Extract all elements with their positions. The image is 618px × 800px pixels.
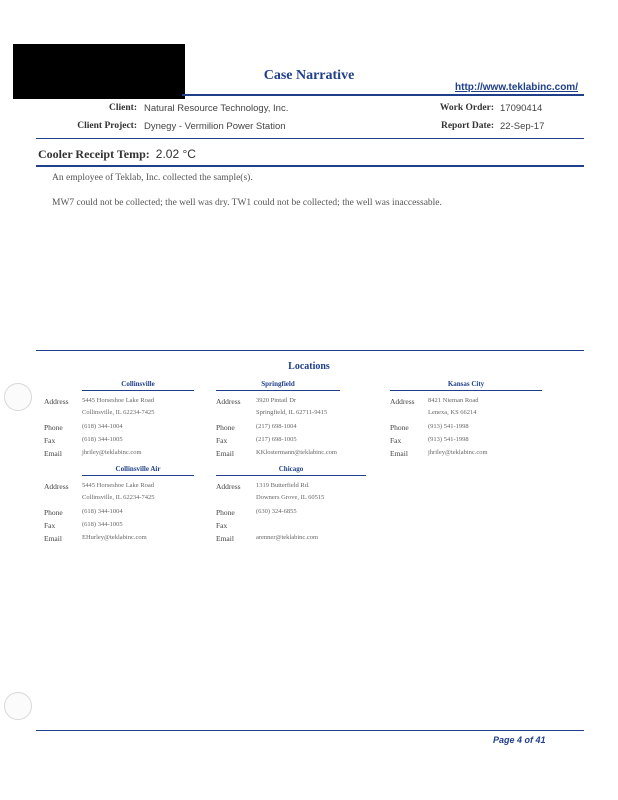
location-collinsville-heading: Collinsville: [82, 380, 194, 391]
location-chicago-heading: Chicago: [216, 465, 366, 476]
phone-label: Phone: [44, 423, 63, 432]
report-date-value: 22-Sep-17: [500, 121, 545, 132]
cooler-rule: [36, 165, 584, 167]
page-number: Page 4 of 41: [493, 735, 546, 745]
phone-label: Phone: [44, 508, 63, 517]
springfield-fax: (217) 698-1005: [256, 436, 297, 443]
collinsville-air-address-line-1: 5445 Horseshoe Lake Road: [82, 482, 155, 489]
chicago-address-line-1: 1319 Butterfield Rd.: [256, 482, 310, 489]
report-date-label: Report Date:: [440, 121, 494, 131]
collinsville-phone: (618) 344-1004: [82, 423, 123, 430]
punch-hole: [4, 692, 32, 720]
collinsville-email[interactable]: jhriley@teklabinc.com: [82, 449, 142, 456]
collinsville-air-email[interactable]: EHurley@teklabinc.com: [82, 534, 147, 541]
locations-rule: [36, 350, 584, 351]
collinsville-fax: (618) 344-1005: [82, 436, 123, 443]
springfield-phone: (217) 698-1004: [256, 423, 297, 430]
fax-label: Fax: [390, 436, 402, 445]
header-rule: [182, 94, 584, 96]
locations-title: Locations: [288, 361, 330, 372]
page-title: Case Narrative: [263, 68, 355, 83]
kansas-city-address-line-1: 8421 Nieman Road: [428, 397, 479, 404]
kansas-city-fax: (913) 541-1998: [428, 436, 469, 443]
address-label: Address: [216, 482, 241, 491]
punch-hole: [4, 383, 32, 411]
springfield-address-line-1: 3920 Pintail Dr: [256, 397, 297, 404]
address-label: Address: [390, 397, 415, 406]
collinsville-air-fax: (618) 344-1005: [82, 521, 123, 528]
client-project-label: Client Project:: [77, 121, 137, 131]
kansas-city-email[interactable]: jhriley@teklabinc.com: [428, 449, 488, 456]
work-order-value: 17090414: [500, 103, 543, 114]
email-label: Email: [390, 449, 408, 458]
collinsville-address-line-2: Collinsville, IL 62234-7425: [82, 409, 155, 416]
email-label: Email: [216, 534, 234, 543]
phone-label: Phone: [216, 508, 235, 517]
footer-rule: [36, 730, 584, 731]
website-link[interactable]: http://www.teklabinc.com/: [455, 82, 578, 93]
work-order-label: Work Order:: [439, 103, 494, 113]
client-project-value: Dynegy - Vermilion Power Station: [144, 121, 286, 132]
chicago-email[interactable]: arenner@teklabinc.com: [256, 534, 319, 541]
email-label: Email: [44, 449, 62, 458]
location-kansas-city-heading: Kansas City: [390, 380, 542, 391]
fax-label: Fax: [44, 436, 56, 445]
collinsville-air-address-line-2: Collinsville, IL 62234-7425: [82, 494, 155, 501]
email-label: Email: [44, 534, 62, 543]
springfield-address-line-2: Springfield, IL 62711-9415: [256, 409, 328, 416]
narrative-line-1: An employee of Teklab, Inc. collected the sample(s).: [52, 173, 253, 183]
fax-label: Fax: [216, 521, 228, 530]
collinsville-address-line-1: 5445 Horseshoe Lake Road: [82, 397, 155, 404]
collinsville-air-phone: (618) 344-1004: [82, 508, 123, 515]
springfield-email[interactable]: KKlostermann@teklabinc.com: [256, 449, 337, 456]
info-rule: [36, 138, 584, 139]
phone-label: Phone: [216, 423, 235, 432]
kansas-city-address-line-2: Lenexa, KS 66214: [428, 409, 477, 416]
address-label: Address: [44, 397, 69, 406]
chicago-phone: (630) 324-6855: [256, 508, 297, 515]
location-springfield-heading: Springfield: [216, 380, 340, 391]
cooler-temp-label: Cooler Receipt Temp:: [38, 147, 150, 161]
email-label: Email: [216, 449, 234, 458]
location-collinsville-air-heading: Collinsville Air: [82, 465, 194, 476]
fax-label: Fax: [216, 436, 228, 445]
address-label: Address: [216, 397, 241, 406]
client-value: Natural Resource Technology, Inc.: [144, 103, 289, 114]
cooler-receipt-temp: [38, 147, 196, 162]
cooler-temp-value: 2.02 °C: [155, 147, 196, 161]
address-label: Address: [44, 482, 69, 491]
chicago-address-line-2: Downers Grove, IL 60515: [256, 494, 325, 501]
phone-label: Phone: [390, 423, 409, 432]
client-label: Client:: [109, 103, 137, 113]
fax-label: Fax: [44, 521, 56, 530]
kansas-city-phone: (913) 541-1998: [428, 423, 469, 430]
narrative-line-2: MW7 could not be collected; the well was dry. TW1 could not be collected; the well was inaccessable.: [52, 198, 442, 208]
